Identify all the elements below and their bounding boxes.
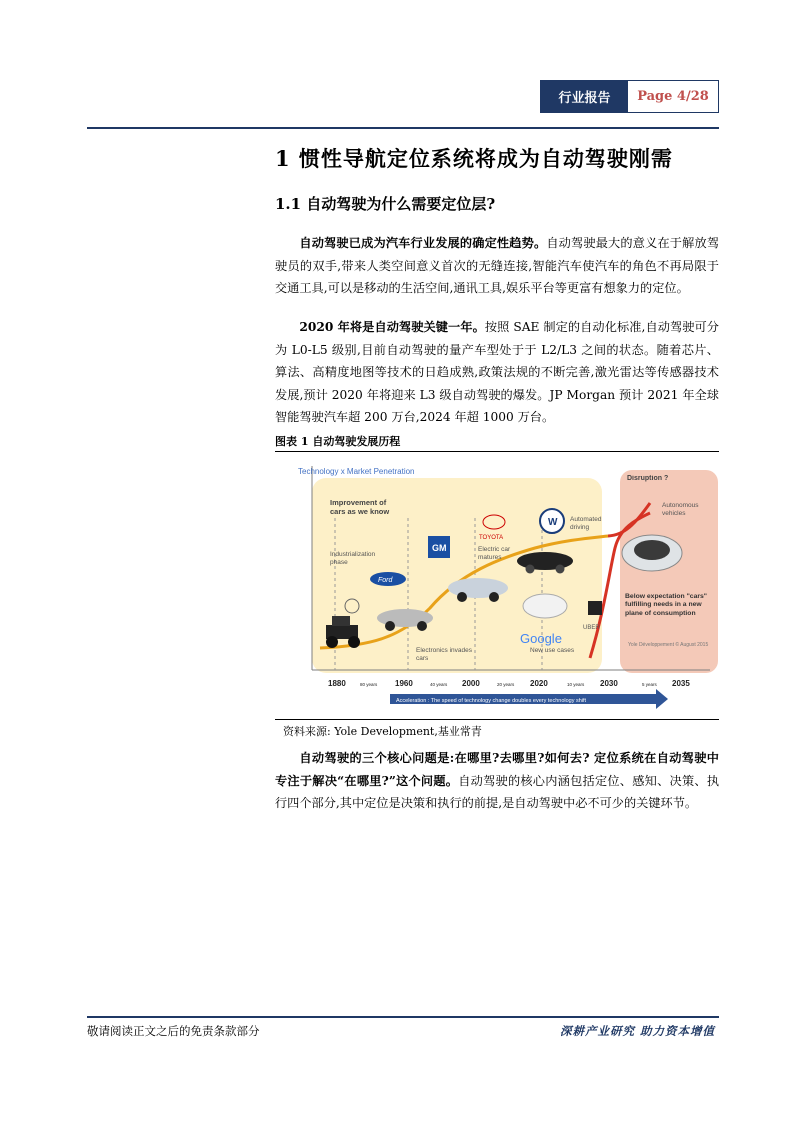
disruption-label: Disruption ? bbox=[627, 475, 669, 482]
tick-80-years: 80 years bbox=[360, 682, 378, 687]
page-number: Page 4/28 bbox=[637, 89, 709, 104]
tick-2020: 2020 bbox=[530, 679, 548, 688]
paragraph-1 bbox=[275, 232, 719, 300]
toyota-logo-text: TOYOTA bbox=[479, 535, 504, 541]
industrialization-label: Industrialization phase bbox=[330, 551, 376, 567]
paragraph-3-lead: 自动驾驶的三个核心问题是:在哪里?去哪里?如何去? 定位系统在自动驾驶中专注于解决“在哪里?”这个问题。 bbox=[275, 751, 719, 788]
header-rule bbox=[87, 127, 719, 129]
paragraph-3-text: 自动驾驶的核心内涵包括定位、感知、决策、执行四个部分,其中定位是决策和执行的前提,是自动驾驶中必不可少的关键环节。 bbox=[275, 773, 720, 810]
google-car-icon bbox=[523, 594, 567, 618]
tick-20-years: 20 years bbox=[497, 682, 515, 687]
tick-2035: 2035 bbox=[672, 679, 690, 688]
paragraph-2 bbox=[275, 316, 719, 429]
improvement-label-box bbox=[330, 498, 400, 538]
paragraph-1-lead: 自动驾驶已成为汽车行业发展的确定性趋势。 bbox=[299, 236, 547, 250]
autonomous-label: Autonomous vehicles bbox=[662, 502, 699, 518]
improvement-label: Improvement of cars as we know bbox=[330, 498, 390, 516]
uber-logo-icon bbox=[588, 601, 602, 615]
below-label: Below expectation "cars" fulfilling needs in a new plane of consumption bbox=[625, 593, 707, 617]
paragraph-3 bbox=[275, 747, 719, 815]
vw-logo-letter: W bbox=[548, 517, 558, 528]
autonomous-label-box bbox=[662, 502, 718, 524]
copyright-label-box bbox=[628, 642, 713, 664]
uber-logo-text: UBER bbox=[583, 625, 600, 631]
tick-2000: 2000 bbox=[462, 679, 480, 688]
x-ticks bbox=[328, 679, 690, 688]
chart-title: Technology x Market Penetration bbox=[298, 467, 415, 476]
copyright-label: Yole Développement © August 2015 bbox=[628, 642, 709, 648]
autonomous-pod-icon bbox=[622, 535, 682, 571]
disclaimer-note: 敬请阅读正文之后的免责条款部分 bbox=[87, 1024, 260, 1038]
electric-label-box bbox=[478, 546, 533, 568]
industrialization-label-box bbox=[330, 551, 390, 575]
paragraph-1-text: 自动驾驶最大的意义在于解放驾驶员的双手,带来人类空间意义首次的无缝连接,智能汽车使汽车的角色不再局限于交通工具,可以是移动的生活空间,通讯工具,娱乐平台等更富有想象力的定位。 bbox=[275, 236, 720, 295]
tick-10-years: 10 years bbox=[567, 682, 585, 687]
footer-slogan: 深耕产业研究 助力资本增值 bbox=[560, 1024, 716, 1038]
electric-label: Electric car matures bbox=[478, 546, 511, 562]
new-use-label: New use cases bbox=[530, 647, 575, 654]
paragraph-2-lead: 2020 年将是自动驾驶关键一年。 bbox=[299, 320, 485, 334]
report-header-box bbox=[540, 80, 719, 113]
electronics-label-box bbox=[416, 647, 476, 669]
footer-rule bbox=[87, 1016, 719, 1018]
section-title: 1 惯性导航定位系统将成为自动驾驶刚需 bbox=[275, 146, 673, 171]
disruption-label-box bbox=[627, 475, 712, 489]
automated-label: Automated driving bbox=[570, 516, 602, 532]
automated-label-box bbox=[570, 516, 620, 538]
tick-40-years: 40 years bbox=[430, 682, 448, 687]
autonomous-driving-history-chart bbox=[290, 458, 726, 714]
below-label-box bbox=[625, 593, 717, 635]
tick-2030: 2030 bbox=[600, 679, 618, 688]
ford-logo-text: Ford bbox=[378, 577, 393, 584]
figure-source: 资料来源: Yole Development,基业常青 bbox=[283, 725, 482, 738]
electronics-label: Electronics invades cars bbox=[416, 647, 472, 663]
new-use-label-box bbox=[530, 647, 590, 661]
tick-5-years: 5 years bbox=[642, 682, 657, 687]
tick-1960: 1960 bbox=[395, 679, 413, 688]
tick-1880: 1880 bbox=[328, 679, 346, 688]
paragraph-2-text: 按照 SAE 制定的自动化标准,自动驾驶可分为 L0-L5 级别,目前自动驾驶的量产车型处于于 L2/L3 之间的状态。随着芯片、算法、高精度地图等技术的日趋成熟,政策法规的不断完善,激光雷达等传感器技术发展,预计 2020 年将迎来 L3 级自动驾驶的爆发。JP Morgan 预计 2021 年全球智能驾驶汽车超 200 万台,2024 年超 1000 万台。 bbox=[275, 320, 719, 424]
report-type-tag: 行业报告 bbox=[541, 81, 628, 112]
subsection-title: 1.1 自动驾驶为什么需要定位层? bbox=[275, 195, 496, 213]
figure-top-rule bbox=[275, 451, 719, 452]
figure-bottom-rule bbox=[275, 719, 719, 720]
google-logo-text: Google bbox=[520, 631, 562, 646]
acceleration-label: Acceleration : The speed of technology change doubles every technology shift bbox=[396, 698, 587, 704]
figure-caption: 图表 1 自动驾驶发展历程 bbox=[275, 435, 401, 448]
gm-logo-text: GM bbox=[432, 543, 447, 553]
